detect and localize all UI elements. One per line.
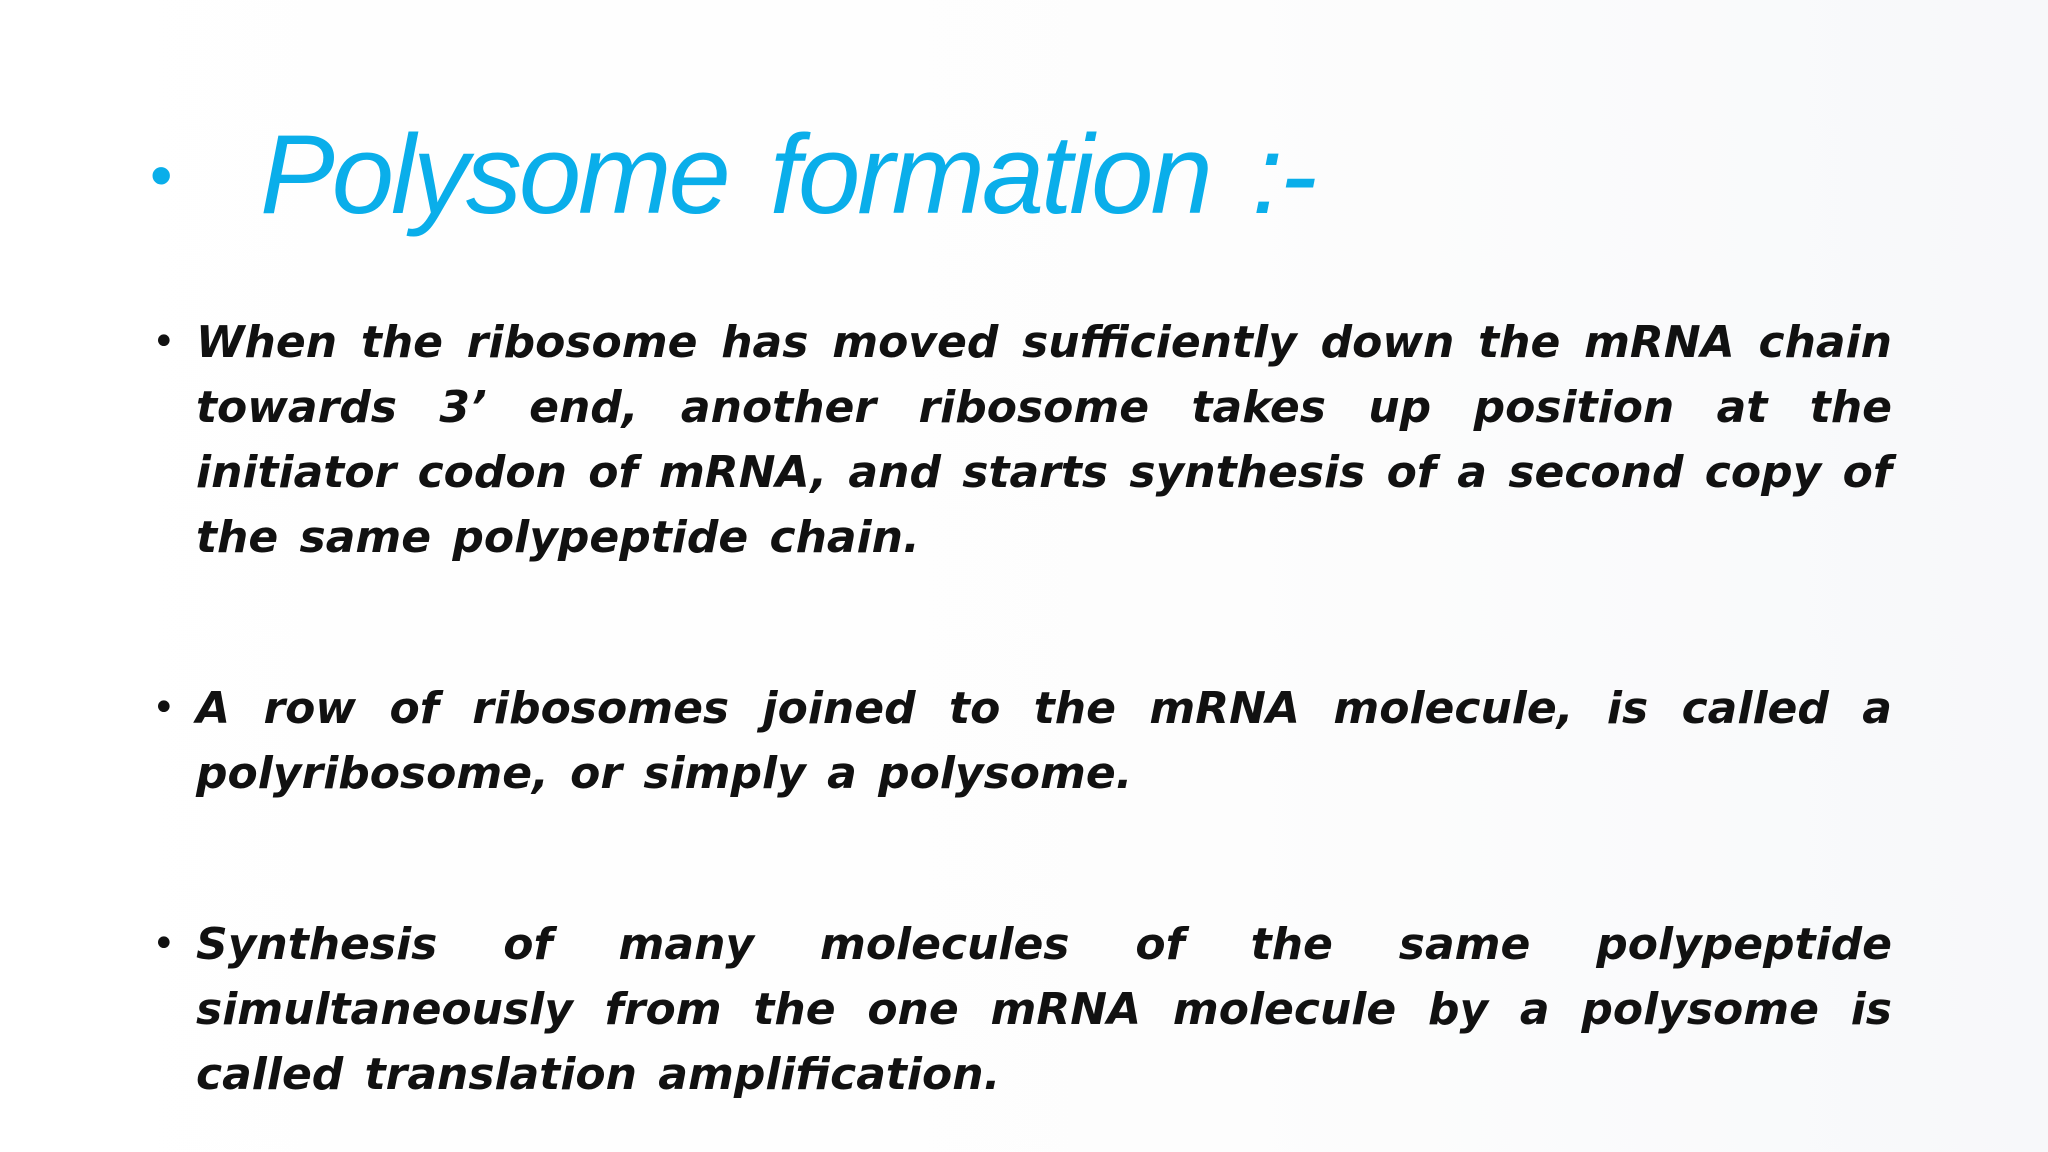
slide-title: Polysome formation :- bbox=[260, 112, 1315, 237]
bullet-text: When the ribosome has moved sufficiently down the mRNA chain towards 3’ end, another ribosome takes up position at the initiator codon of mRNA, and starts synthesis of a second copy of the same polypeptide chain. bbox=[196, 317, 1892, 563]
bullet-marker: • bbox=[152, 319, 176, 365]
bullet-item bbox=[152, 310, 1892, 570]
title-bullet: • bbox=[150, 139, 173, 211]
bullet-item bbox=[152, 676, 1892, 806]
bullet-item bbox=[152, 912, 1892, 1107]
bullet-marker: • bbox=[152, 685, 176, 731]
bullet-text: Synthesis of many molecules of the same polypeptide simultaneously from the one mRNA molecule by a polysome is called translation amplification. bbox=[196, 919, 1892, 1100]
bullet-text: A row of ribosomes joined to the mRNA molecule, is called a polyribosome, or simply a polysome. bbox=[196, 683, 1892, 799]
title-row bbox=[150, 105, 1314, 245]
bullet-marker: • bbox=[152, 921, 176, 967]
